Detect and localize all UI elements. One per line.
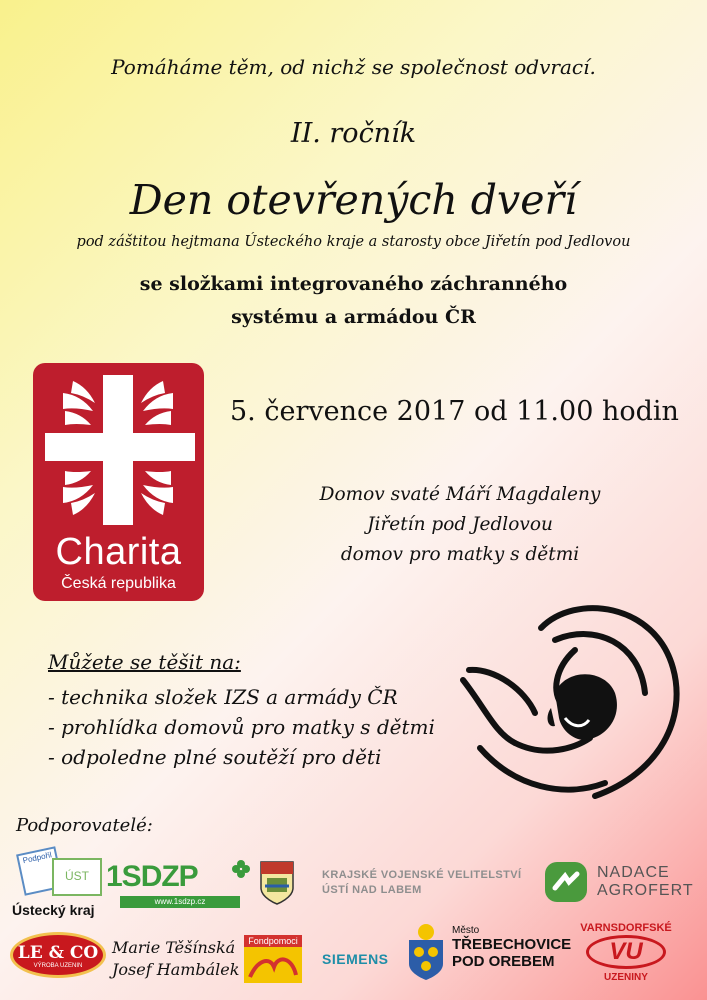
- place-line-3: domov pro matky s dětmi: [340, 544, 580, 565]
- list-item: - technika složek IZS a armády ČR: [48, 685, 398, 709]
- with-line-1: se složkami integrovaného záchranného: [139, 273, 568, 295]
- tagline: Pomáháme těm, od nichž se společnost odvrací.: [111, 55, 596, 79]
- clover-icon: [232, 860, 250, 878]
- list-item: - odpoledne plné soutěží pro děti: [48, 745, 382, 769]
- charita-word: Charita: [55, 531, 182, 573]
- kvv-line-1: KRAJSKÉ VOJENSKÉ VELITELSTVÍ: [322, 869, 522, 881]
- event-date: 5. července 2017 od 11.00 hodin: [230, 396, 679, 427]
- look-forward-list: [48, 682, 435, 772]
- leco-word: LE & CO: [17, 943, 99, 963]
- donor-name-2: Josef Hambálek: [112, 960, 240, 979]
- look-forward-title: Můžete se těšit na:: [48, 650, 241, 674]
- fondpomoci-logo: [244, 935, 302, 983]
- edition: II. ročník: [290, 118, 417, 149]
- vu-top: VARNSDORFSKÉ: [580, 922, 672, 934]
- sdzp-url-bar: www.1sdzp.cz: [120, 896, 240, 908]
- sdzp-logo: [106, 860, 251, 910]
- agrofert-mark-icon: [545, 862, 587, 902]
- siemens-logo: SIEMENS: [322, 951, 389, 967]
- usti-badge-text-2: ÚST: [65, 869, 89, 883]
- list-item: - prohlídka domovů pro matky s dětmi: [48, 715, 435, 739]
- leco-logo: [10, 932, 106, 978]
- charita-logo: [33, 363, 204, 601]
- usti-badge-2: [52, 858, 102, 896]
- usti-label: Ústecký kraj: [12, 902, 95, 918]
- charita-cross-icon: [33, 363, 204, 533]
- nadace-line-2: AGROFERT: [597, 882, 694, 899]
- auspices: pod záštitou hejtmana Ústeckého kraje a starosty obce Jiřetín pod Jedlovou: [76, 234, 631, 250]
- event-place: [260, 480, 660, 570]
- hands-icon: [244, 947, 302, 983]
- donor-name-1: Marie Těšínská: [112, 938, 236, 957]
- kvv-logo: [322, 868, 521, 898]
- place-line-1: Domov svaté Máří Magdaleny: [319, 484, 601, 505]
- mesto-line-2: TŘEBECHOVICE: [452, 936, 572, 953]
- kvv-line-2: ÚSTÍ NAD LABEM: [322, 884, 422, 896]
- donor-names: [112, 937, 239, 981]
- fond-word: Fondpomoci: [244, 935, 302, 947]
- supporters-title: Podporovatelé:: [16, 815, 153, 836]
- place-line-2: Jiřetín pod Jedlovou: [367, 514, 553, 535]
- with-components: [0, 268, 707, 334]
- varnsdorfske-logo: [566, 918, 686, 990]
- nadace-agrofert-logo: [545, 862, 705, 902]
- trebechovice-crest-icon: [405, 922, 447, 982]
- event-title: Den otevřených dveří: [129, 176, 578, 224]
- usti-kraj-logo: [12, 848, 102, 928]
- sdzp-word: 1SDZP: [106, 860, 198, 893]
- with-line-2: systému a armádou ČR: [231, 306, 476, 328]
- trebechovice-text: [452, 925, 571, 970]
- mesto-line-3: POD OREBEM: [452, 953, 555, 970]
- vu-bottom: UZENINY: [604, 972, 648, 983]
- vu-mid: VU: [586, 935, 666, 969]
- charita-sub: Česká republika: [61, 575, 176, 592]
- mesto-line-1: Město: [452, 925, 480, 936]
- mother-child-icon: [455, 598, 687, 813]
- coat-of-arms-icon: [259, 860, 295, 906]
- leco-sub: VÝROBA UZENIN: [33, 963, 83, 969]
- nadace-line-1: NADACE: [597, 864, 670, 881]
- usti-badge-text: Podpořil: [21, 850, 53, 866]
